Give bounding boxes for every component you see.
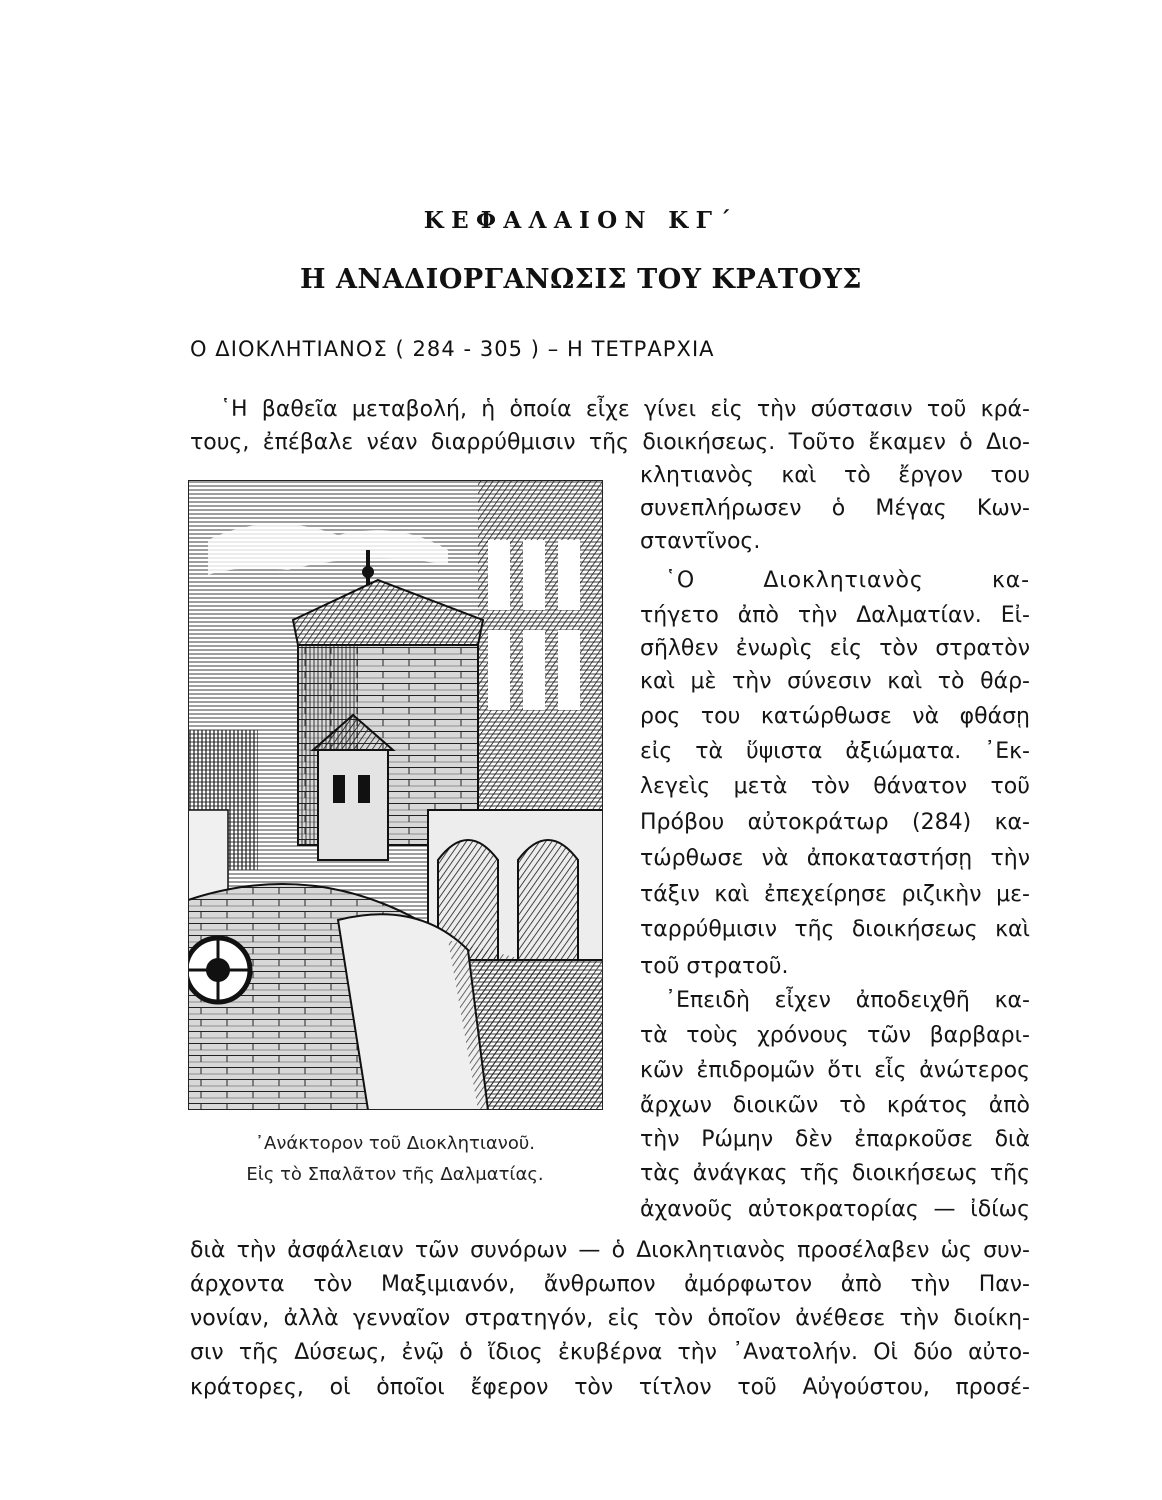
figure-caption-line1: ᾿Ανάκτορον τοῦ Διοκλητιανοῦ. (255, 1133, 535, 1154)
page-title: Η ΑΝΑΔΙΟΡΓΑΝΩΣΙΣ ΤΟΥ ΚΡΑΤΟΥΣ (299, 264, 863, 295)
side-line: τώρθωσε νὰ ἀποκαταστήσῃ τὴν (640, 846, 1030, 871)
side-line: τάξιν καὶ ἐπεχείρησε ριζικὴν με- (640, 882, 1030, 907)
side-line: λεγεὶς μετὰ τὸν θάνατον τοῦ (640, 774, 1030, 799)
intro-line: ῾Η βαθεῖα μεταβολή, ἡ ὁποία εἶχε γίνει εἰς τὴν σύστασιν τοῦ κρά- (220, 397, 1030, 422)
body-line: κράτορες, οἱ ὁποῖοι ἔφερον τὸν τίτλον τοῦ Αὐγούστου, προσέ- (190, 1375, 1030, 1400)
side-line: τήγετο ἀπὸ τὴν Δαλματίαν. Εἰ- (640, 603, 1030, 628)
side-line: σταντῖνος. (640, 529, 761, 554)
section-heading: Ο ΔΙΟΚΛΗΤΙΑΝΟΣ ( 284 - 305 ) – Η ΤΕΤΡΑΡΧΙΑ (190, 337, 715, 361)
side-line: τοῦ στρατοῦ. (640, 954, 789, 979)
body-line: διὰ τὴν ἀσφάλειαν τῶν συνόρων — ὁ Διοκλητιανὸς προσέλαβεν ὡς συν- (190, 1238, 1030, 1263)
intro-line: τους, ἐπέβαλε νέαν διαρρύθμισιν τῆς διοικήσεως. Τοῦτο ἔκαμεν ὁ Διο- (190, 430, 1030, 455)
body-line: άρχοντα τὸν Μαξιμιανόν, ἄνθρωπον ἀμόρφωτον ἀπὸ τὴν Παν- (190, 1272, 1030, 1297)
side-line: ᾿Επειδὴ εἶχεν ἀποδειχθῆ κα- (665, 988, 1030, 1013)
palace-engraving (188, 480, 603, 1110)
body-line: νονίαν, ἀλλὰ γενναῖον στρατηγόν, εἰς τὸν ὁποῖον ἀνέθεσε τὴν διοίκη- (190, 1306, 1030, 1331)
side-line: τὰ τοὺς χρόνους τῶν βαρβαρι- (640, 1023, 1030, 1048)
side-line: ρος του κατώρθωσε νὰ φθάσῃ (640, 704, 1030, 729)
side-line: κῶν ἐπιδρομῶν ὅτι εἷς ἀνώτερος (640, 1058, 1030, 1083)
side-line: σῆλθεν ἐνωρὶς εἰς τὸν στρατὸν (640, 636, 1030, 661)
side-line: συνεπλήρωσεν ὁ Μέγας Κων- (640, 496, 1030, 521)
side-line: ταρρύθμισιν τῆς διοικήσεως καὶ (640, 917, 1030, 942)
body-line: σιν τῆς Δύσεως, ἐνῷ ὁ ἴδιος ἐκυβέρνα τὴν ᾿Ανατολήν. Οἱ δύο αὐτο- (190, 1340, 1030, 1365)
side-line: ῾Ο Διοκλητιανὸς κα- (665, 568, 1030, 593)
side-line: τὴν Ρώμην δὲν ἐπαρκοῦσε διὰ (640, 1127, 1030, 1152)
figure-caption-line2: Εἰς τὸ Σπαλᾶτον τῆς Δαλματίας. (246, 1164, 544, 1185)
chapter-heading: ΚΕΦΑΛΑΙΟΝ ΚΓ΄ (423, 207, 739, 234)
side-line: κλητιανὸς καὶ τὸ ἔργον του (640, 463, 1030, 488)
bleed-through-texture (120, 80, 1102, 100)
side-line: Πρόβου αὐτοκράτωρ (284) κα- (640, 810, 1030, 835)
side-line: καὶ μὲ τὴν σύνεσιν καὶ τὸ θάρ- (640, 669, 1030, 694)
side-line: εἰς τὰ ὕψιστα ἀξιώματα. ᾿Εκ- (640, 739, 1030, 764)
side-line: ἄρχων διοικῶν τὸ κράτος ἀπὸ (640, 1093, 1030, 1118)
side-line: ἀχανοῦς αὐτοκρατορίας — ἰδίως (640, 1197, 1030, 1222)
side-line: τὰς ἀνάγκας τῆς διοικήσεως τῆς (640, 1161, 1030, 1186)
